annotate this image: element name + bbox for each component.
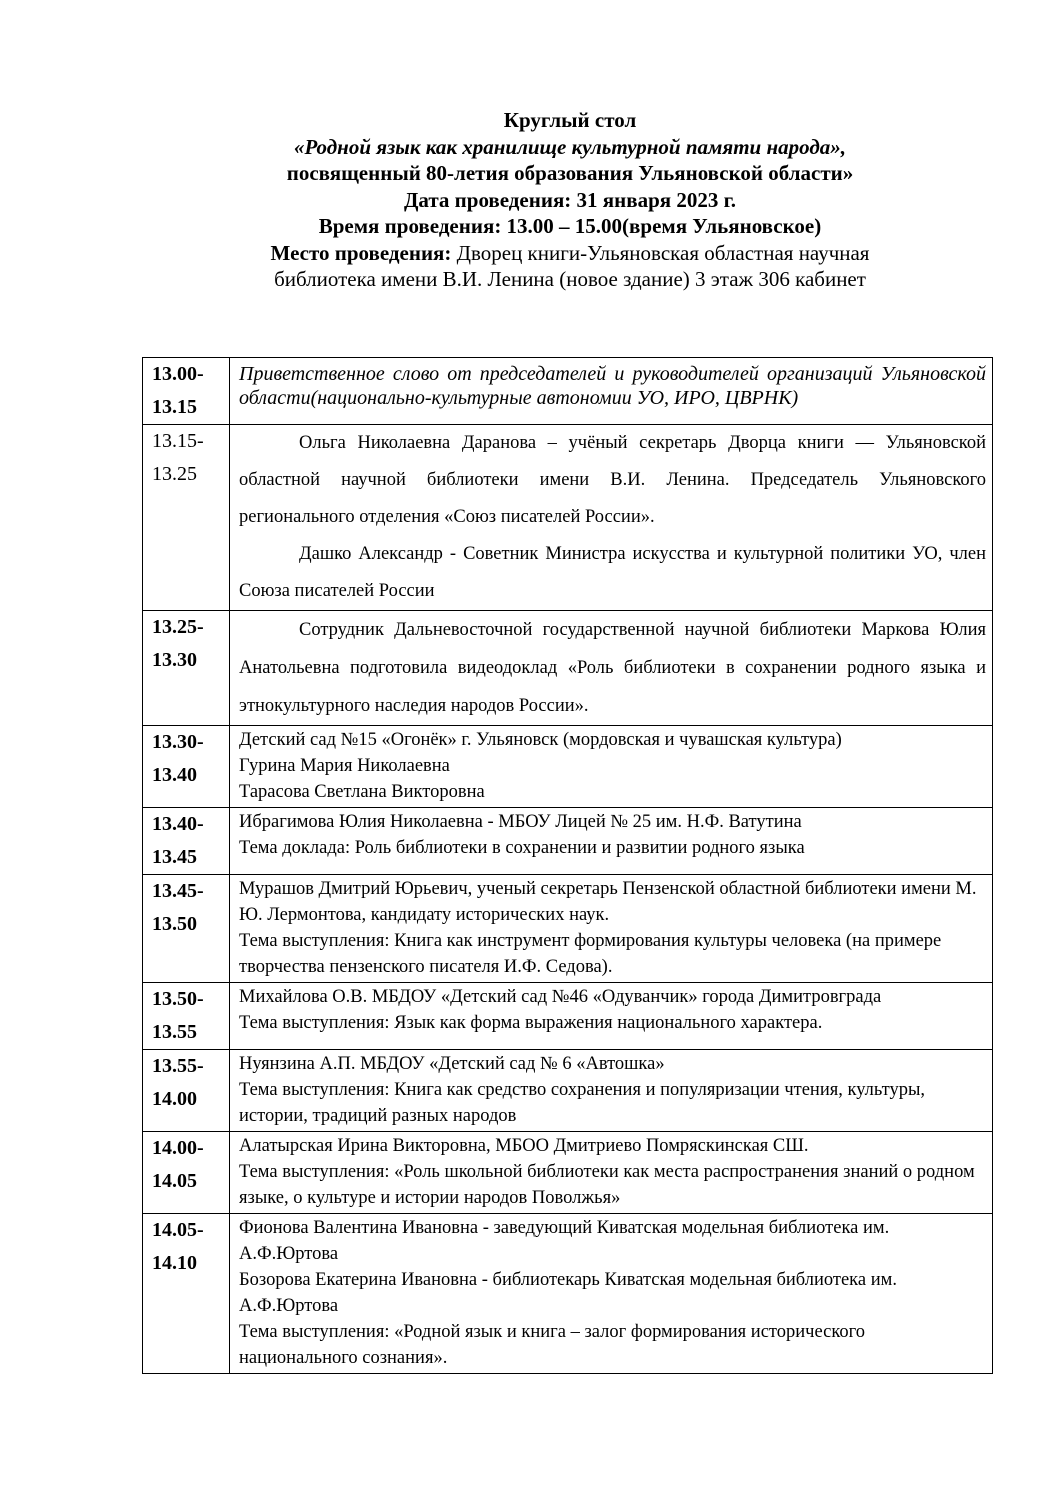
event-place-value-line2: библиотека имени В.И. Ленина (новое здание) 3 этаж 306 кабинет: [274, 267, 866, 291]
content-line: Приветственное слово от председателей и руководителей организаций Ульяновской области(национально-культурные автономии УО, ИРО, ЦВРНК): [239, 363, 986, 409]
time-cell: [143, 358, 230, 425]
content-cell: [230, 808, 993, 875]
content-line: Тема выступления: Книга как средство сохранения и популяризации чтения, культуры, истории, традиций разных народов: [239, 1080, 926, 1126]
time-start: 13.55-: [152, 1055, 204, 1077]
time-start: 13.30-: [152, 731, 204, 753]
time-end: 13.15: [152, 396, 197, 418]
time-start: 13.50-: [152, 988, 204, 1010]
time-cell: [143, 1214, 230, 1374]
schedule-row: [143, 611, 993, 726]
event-subtitle: «Родной язык как хранилище культурной памяти народа»,: [293, 134, 847, 159]
time-cell: [143, 611, 230, 726]
document-title: Круглый стол: [503, 108, 637, 132]
time-start: 13.25-: [152, 616, 204, 638]
content-line: Алатырская Ирина Викторовна, МБОО Дмитриево Помряскинская СШ.: [239, 1136, 809, 1156]
content-line: Бозорова Екатерина Ивановна - библиотекарь Киватская модельная библиотека им. А.Ф.Юртова: [239, 1270, 897, 1316]
content-cell: [230, 875, 993, 983]
time-start: 13.40-: [152, 813, 204, 835]
content-line: Тема выступления: Язык как форма выражения национального характера.: [239, 1013, 823, 1033]
content-cell: [230, 425, 993, 611]
content-line: Тема выступления: «Родной язык и книга – залог формирования исторического национального сознания».: [239, 1322, 866, 1368]
content-line: Гурина Мария Николаевна: [239, 756, 450, 776]
content-line: Ольга Николаевна Даранова – учёный секретарь Дворца книги — Ульяновской областной научной библиотеки имени В.И. Ленина. Председатель Ульяновского регионального отделения «Союз писателей России».: [239, 433, 986, 527]
time-end: 14.10: [152, 1252, 197, 1274]
schedule-table: [142, 357, 993, 1374]
schedule-row: [143, 808, 993, 875]
schedule-row: [143, 1050, 993, 1132]
event-date: Дата проведения: 31 января 2023 г.: [403, 187, 737, 212]
time-cell: [143, 1132, 230, 1214]
time-end: 13.50: [152, 913, 197, 935]
time-end: 13.25: [152, 463, 197, 485]
time-start: 14.05-: [152, 1219, 204, 1241]
time-end: 13.55: [152, 1021, 197, 1043]
time-cell: [143, 425, 230, 611]
event-place-value: Дворец книги-Ульяновская областная научная: [451, 240, 870, 265]
schedule-row: [143, 425, 993, 611]
content-cell: [230, 1132, 993, 1214]
time-start: 13.00-: [152, 363, 204, 385]
content-line: Тема доклада: Роль библиотеки в сохранении и развитии родного языка: [239, 838, 805, 858]
content-cell: [230, 1214, 993, 1374]
time-end: 13.40: [152, 764, 197, 786]
schedule-row: [143, 875, 993, 983]
schedule-row: [143, 1214, 993, 1374]
event-place: [140, 240, 1000, 267]
content-cell: [230, 1050, 993, 1132]
content-cell: [230, 983, 993, 1050]
content-cell: [230, 726, 993, 808]
content-line: Нуянзина А.П. МБДОУ «Детский сад № 6 «Автошка»: [239, 1054, 665, 1074]
time-end: 13.30: [152, 649, 197, 671]
time-cell: [143, 1050, 230, 1132]
content-line: Дашко Александр - Советник Министра искусства и культурной политики УО, член Союза писателей России: [239, 544, 986, 601]
time-end: 13.45: [152, 846, 197, 868]
time-end: 14.00: [152, 1088, 197, 1110]
document-header: [140, 107, 1000, 293]
time-start: 14.00-: [152, 1137, 204, 1159]
time-end: 14.05: [152, 1170, 197, 1192]
event-place-label: Место проведения:: [270, 240, 452, 265]
content-line: Ибрагимова Юлия Николаевна - МБОУ Лицей № 25 им. Н.Ф. Ватутина: [239, 812, 802, 832]
event-time: Время проведения: 13.00 – 15.00(время Ульяновское): [318, 214, 822, 238]
content-cell: [230, 358, 993, 425]
time-start: 13.45-: [152, 880, 204, 902]
schedule-row: [143, 1132, 993, 1214]
content-line: Тарасова Светлана Викторовна: [239, 782, 485, 802]
event-dedication: посвященный 80-летия образования Ульяновской области»: [286, 161, 854, 185]
schedule-row: [143, 358, 993, 425]
content-cell: [230, 611, 993, 726]
content-line: Фионова Валентина Ивановна - заведующий Киватская модельная библиотека им. А.Ф.Юртова: [239, 1218, 890, 1264]
content-line: Тема выступления: Книга как инструмент формирования культуры человека (на примере творчества пензенского писателя И.Ф. Седова).: [239, 931, 942, 977]
time-cell: [143, 983, 230, 1050]
content-line: Тема выступления: «Роль школьной библиотеки как места распространения знаний о родном языке, о культуре и истории народов Поволжья»: [239, 1162, 975, 1208]
content-line: Детский сад №15 «Огонёк» г. Ульяновск (мордовская и чувашская культура): [239, 730, 842, 750]
content-line: Сотрудник Дальневосточной государственной научной библиотеки Маркова Юлия Анатольевна подготовила видеодоклад «Роль библиотеки в сохранении родного языка и этнокультурного наследия народов России».: [239, 620, 986, 716]
time-cell: [143, 726, 230, 808]
time-start: 13.15-: [152, 430, 204, 452]
content-line: Мурашов Дмитрий Юрьевич, ученый секретарь Пензенской областной библиотеки имени М. Ю. Лермонтова, кандидату исторических наук.: [239, 879, 977, 925]
content-line: Михайлова О.В. МБДОУ «Детский сад №46 «Одуванчик» города Димитровграда: [239, 987, 882, 1007]
schedule-row: [143, 983, 993, 1050]
schedule-row: [143, 726, 993, 808]
time-cell: [143, 808, 230, 875]
time-cell: [143, 875, 230, 983]
